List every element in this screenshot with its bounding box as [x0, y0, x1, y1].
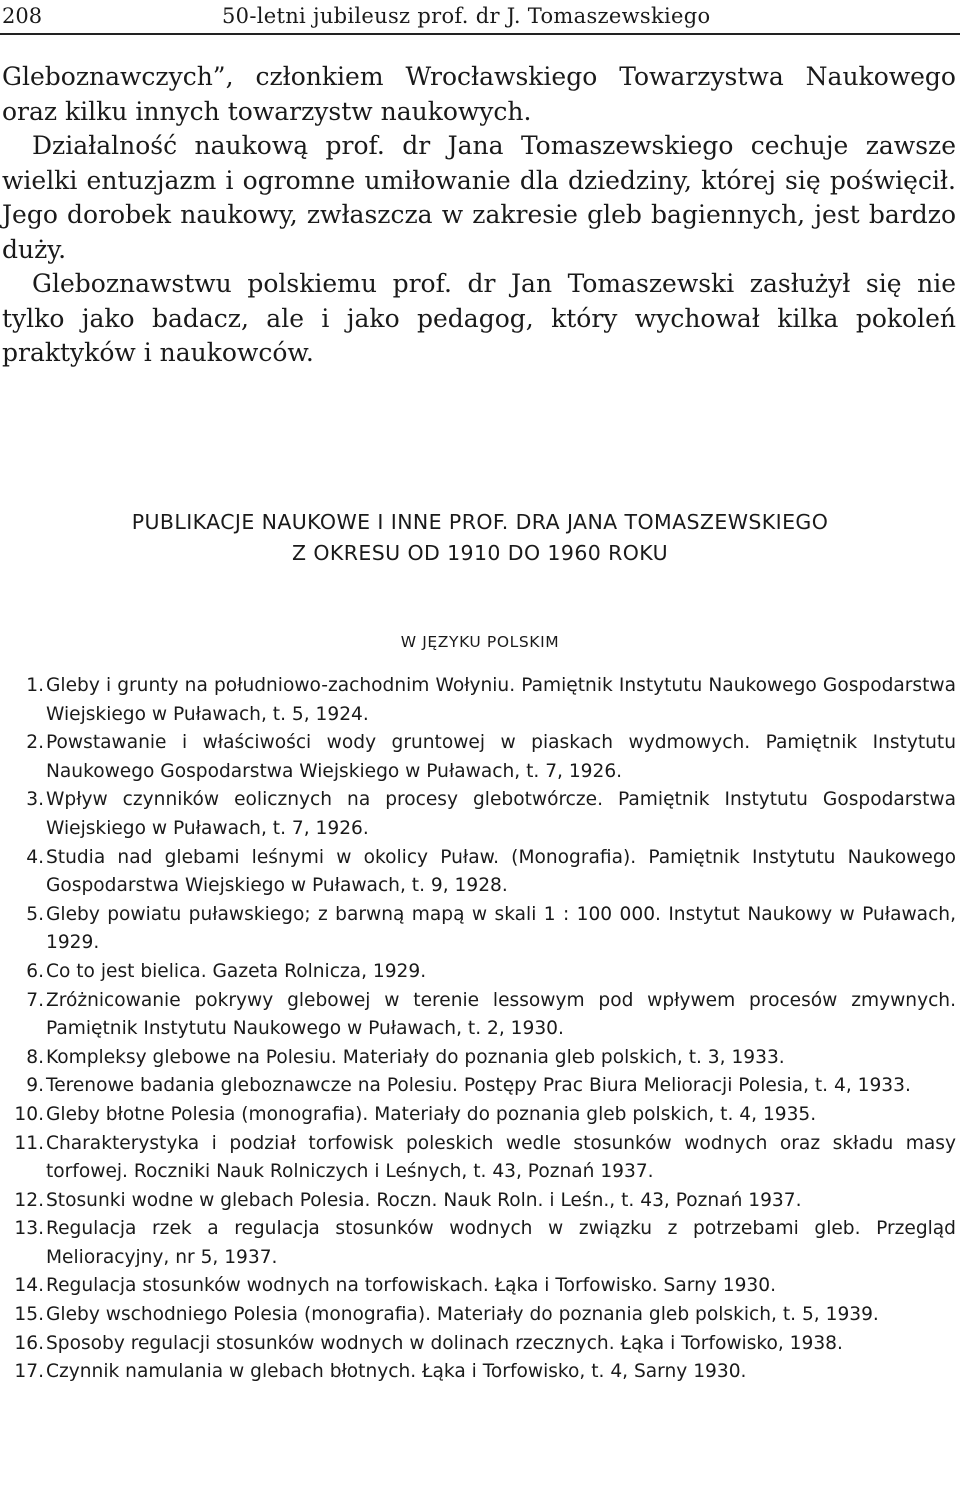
body-text	[2, 60, 956, 371]
reference-item	[0, 1330, 956, 1359]
paragraph: Działalność naukową prof. dr Jana Tomaszewskiego cechuje zawsze wielki entuzjazm i ogromne umiłowanie dla dziedziny, której się poświęcił. Jego dorobek naukowy, zwłaszcza w zakresie gleb bagiennych, jest bardzo duży.	[2, 131, 956, 264]
reference-text: Gleby błotne Polesia (monografia). Materiały do poznania gleb polskich, t. 4, 1935.	[46, 1103, 817, 1125]
reference-text: Wpływ czynników eolicznych na procesy glebotwórcze. Pamiętnik Instytutu Gospodarstwa Wiejskiego w Puławach, t. 7, 1926.	[46, 789, 956, 839]
reference-text: Czynnik namulania w glebach błotnych. Łąka i Torfowisko, t. 4, Sarny 1930.	[46, 1361, 747, 1383]
reference-number: 13.	[14, 1218, 44, 1240]
reference-text: Powstawanie i właściwości wody gruntowej w piaskach wydmowych. Pamiętnik Instytutu Naukowego Gospodarstwa Wiejskiego w Puławach, t. 7, 1926.	[46, 732, 956, 782]
reference-number: 7.	[26, 989, 44, 1011]
reference-item	[0, 844, 956, 901]
reference-text: Terenowe badania gleboznawcze na Polesiu. Postępy Prac Biura Melioracji Polesia, t. 4, 1933.	[46, 1075, 911, 1097]
reference-text: Regulacja rzek a regulacja stosunków wodnych w związku z potrzebami gleb. Przegląd Melioracyjny, nr 5, 1937.	[46, 1218, 956, 1268]
header-rule	[0, 33, 960, 35]
reference-number: 16.	[14, 1332, 44, 1354]
reference-number: 5.	[26, 903, 44, 925]
section-title-line: PUBLIKACJE NAUKOWE I INNE PROF. DRA JANA TOMASZEWSKIEGO	[131, 510, 829, 534]
reference-item	[0, 1044, 956, 1073]
reference-number: 3.	[26, 789, 44, 811]
reference-number: 14.	[14, 1275, 44, 1297]
reference-number: 8.	[26, 1046, 44, 1068]
reference-text: Stosunki wodne w glebach Polesia. Roczn. Nauk Roln. i Leśn., t. 43, Poznań 1937.	[46, 1189, 802, 1211]
reference-item	[0, 1358, 956, 1387]
reference-item	[0, 958, 956, 987]
reference-item	[0, 987, 956, 1044]
running-title: 50-letni jubileusz prof. dr J. Tomaszewskiego	[222, 4, 711, 28]
reference-item	[0, 1072, 956, 1101]
paragraph: Gleboznawczych”, członkiem Wrocławskiego Towarzystwa Naukowego oraz kilku innych towarzystw naukowych.	[2, 62, 956, 126]
reference-item	[0, 1272, 956, 1301]
reference-text: Gleby i grunty na południowo-zachodnim Wołyniu. Pamiętnik Instytutu Naukowego Gospodarstwa Wiejskiego w Puławach, t. 5, 1924.	[46, 675, 956, 725]
paragraph: Gleboznawstwu polskiemu prof. dr Jan Tomaszewski zasłużył się nie tylko jako badacz, ale i jako pedagog, który wychował kilka pokoleń praktyków i naukowców.	[2, 269, 956, 367]
reference-item	[0, 672, 956, 729]
reference-number: 6.	[26, 960, 44, 982]
reference-text: Zróżnicowanie pokrywy glebowej w terenie lessowym pod wpływem procesów zmywnych. Pamiętnik Instytutu Naukowego w Puławach, t. 2, 1930.	[46, 989, 956, 1040]
reference-item	[0, 1101, 956, 1130]
section-title	[0, 507, 960, 569]
reference-item	[0, 1215, 956, 1272]
reference-number: 9.	[26, 1075, 44, 1097]
reference-list	[0, 672, 956, 1387]
reference-item	[0, 786, 956, 843]
reference-text: Gleby wschodniego Polesia (monografia). Materiały do poznania gleb polskich, t. 5, 1939.	[46, 1304, 879, 1326]
subsection-title: W JĘZYKU POLSKIM	[400, 633, 560, 651]
reference-number: 2.	[26, 732, 44, 754]
reference-text: Regulacja stosunków wodnych na torfowiskach. Łąka i Torfowisko. Sarny 1930.	[46, 1275, 776, 1297]
reference-text: Co to jest bielica. Gazeta Rolnicza, 1929.	[46, 960, 427, 982]
reference-number: 11.	[14, 1132, 44, 1154]
section-title-line: Z OKRESU OD 1910 DO 1960 ROKU	[292, 541, 668, 565]
reference-item	[0, 1301, 956, 1330]
reference-number: 12.	[14, 1189, 44, 1211]
reference-text: Gleby powiatu puławskiego; z barwną mapą w skali 1 : 100 000. Instytut Naukowy w Puławach, 1929.	[46, 903, 956, 954]
reference-item	[0, 1130, 956, 1187]
reference-item	[0, 1187, 956, 1216]
reference-text: Charakterystyka i podział torfowisk poleskich wedle stosunków wodnych oraz składu masy torfowej. Roczniki Nauk Rolniczych i Leśnych, t. 43, Poznań 1937.	[46, 1132, 956, 1183]
reference-text: Kompleksy glebowe na Polesiu. Materiały do poznania gleb polskich, t. 3, 1933.	[46, 1046, 785, 1068]
page-header	[0, 0, 960, 34]
reference-text: Studia nad glebami leśnymi w okolicy Puław. (Monografia). Pamiętnik Instytutu Naukowego Gospodarstwa Wiejskiego w Puławach, t. 9, 1928.	[46, 846, 956, 897]
reference-item	[0, 901, 956, 958]
reference-number: 15.	[14, 1304, 44, 1326]
reference-number: 17.	[14, 1361, 44, 1383]
page-number: 208	[2, 4, 43, 28]
reference-number: 1.	[26, 675, 44, 696]
reference-text: Sposoby regulacji stosunków wodnych w dolinach rzecznych. Łąka i Torfowisko, 1938.	[46, 1332, 843, 1354]
reference-item	[0, 729, 956, 786]
reference-number: 4.	[26, 846, 44, 868]
reference-number: 10.	[14, 1103, 44, 1125]
